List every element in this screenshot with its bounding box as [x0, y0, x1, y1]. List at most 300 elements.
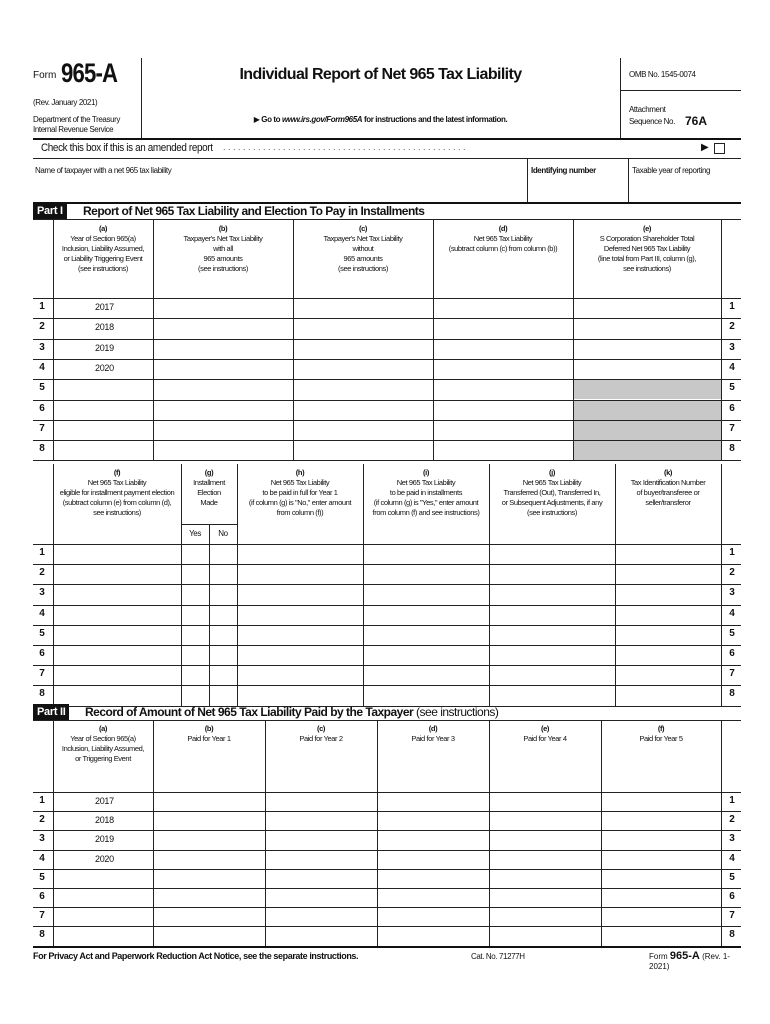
- privacy-notice: For Privacy Act and Paperwork Reduction Act Notice, see the separate instructions.: [33, 951, 359, 961]
- row-number-left: 6: [39, 648, 45, 659]
- no-label: No: [218, 529, 228, 538]
- row-number-left: 5: [39, 627, 45, 639]
- column-header: [153, 724, 265, 744]
- column-letter: (d): [498, 224, 508, 233]
- row-number-right: 1: [729, 301, 735, 312]
- column-divider: [721, 544, 722, 706]
- row-number-left: 5: [39, 382, 45, 394]
- input-cell[interactable]: [209, 605, 237, 625]
- taxpayer-name-input[interactable]: [33, 178, 527, 202]
- taxable-year-input[interactable]: [628, 178, 741, 202]
- column-header-line: seller/transferor: [645, 498, 691, 507]
- input-cell[interactable]: [53, 420, 153, 440]
- column-letter: (i): [423, 468, 429, 477]
- sequence-number: 76A: [685, 114, 708, 128]
- year-value: 2019: [95, 342, 114, 353]
- column-header-line: (see instructions): [527, 508, 577, 517]
- column-header-line: (subtract column (e) from column (d),: [62, 498, 172, 507]
- input-cell[interactable]: [181, 665, 209, 685]
- column-divider: [721, 298, 722, 460]
- input-cell[interactable]: [363, 544, 489, 564]
- year-value: 2017: [95, 796, 114, 806]
- input-cell[interactable]: [209, 564, 237, 584]
- input-cell[interactable]: [53, 605, 181, 625]
- input-cell[interactable]: [237, 685, 363, 705]
- input-cell[interactable]: [377, 907, 489, 926]
- revision-date: (Rev. January 2021): [33, 98, 98, 107]
- input-cell[interactable]: [293, 379, 433, 399]
- input-cell[interactable]: [53, 645, 181, 665]
- input-cell[interactable]: [53, 584, 181, 604]
- column-header-line: Year of Section 965(a): [70, 234, 136, 243]
- input-cell[interactable]: [209, 625, 237, 645]
- shaded-cell: [574, 421, 721, 440]
- input-cell[interactable]: [433, 400, 573, 420]
- input-cell[interactable]: [573, 359, 721, 379]
- row-number-left: 2: [39, 567, 45, 579]
- arrow-icon: ▶: [701, 142, 709, 153]
- column-divider: [265, 792, 266, 946]
- input-cell[interactable]: [153, 298, 293, 318]
- column-header: [153, 224, 293, 274]
- column-divider: [181, 544, 182, 706]
- column-header-line: Installment: [193, 478, 225, 487]
- row-number-left: 6: [39, 402, 45, 414]
- input-cell[interactable]: [293, 339, 433, 359]
- row-number-right: 5: [729, 871, 735, 883]
- column-divider: [53, 544, 54, 706]
- input-cell[interactable]: [209, 665, 237, 685]
- input-cell[interactable]: [377, 792, 489, 811]
- column-letter: (b): [218, 224, 228, 233]
- omb-number: OMB No. 1545-0074: [629, 70, 696, 79]
- input-cell[interactable]: [433, 359, 573, 379]
- input-cell[interactable]: [153, 440, 293, 460]
- input-cell[interactable]: [433, 440, 573, 460]
- input-cell[interactable]: [209, 584, 237, 604]
- column-header-line: of buyer/transferee or: [636, 488, 700, 497]
- input-cell[interactable]: [601, 907, 721, 926]
- row-number-right: 4: [729, 852, 735, 864]
- input-cell[interactable]: [615, 564, 721, 584]
- input-cell[interactable]: [181, 584, 209, 604]
- column-header: [53, 724, 153, 764]
- input-cell[interactable]: [573, 318, 721, 338]
- goto-suffix: for instructions and the latest information.: [362, 115, 508, 124]
- column-header-line: Taxpayer's Net Tax Liability: [323, 234, 403, 243]
- column-header-line: Paid for Year 1: [187, 734, 231, 743]
- row-number-right: 8: [729, 688, 735, 700]
- input-cell[interactable]: [293, 318, 433, 338]
- input-cell[interactable]: [363, 645, 489, 665]
- column-header-line: Net 965 Tax Liability: [270, 478, 330, 487]
- column-divider: [363, 544, 364, 706]
- input-cell[interactable]: [489, 625, 615, 645]
- row-number-left: 8: [39, 929, 45, 941]
- column-header-line: S Corporation Shareholder Total: [599, 234, 695, 243]
- year-value: 2018: [95, 322, 114, 333]
- input-cell[interactable]: [265, 850, 377, 869]
- row-number-left: 8: [39, 443, 45, 455]
- input-cell[interactable]: [153, 926, 265, 945]
- column-divider: [489, 792, 490, 946]
- input-cell[interactable]: [153, 359, 293, 379]
- column-letter: (f): [113, 468, 121, 477]
- amended-checkbox[interactable]: [714, 143, 725, 154]
- column-divider: [433, 298, 434, 460]
- input-cell[interactable]: [237, 625, 363, 645]
- part2-title-suffix: (see instructions): [413, 705, 499, 719]
- input-cell[interactable]: [489, 869, 601, 888]
- column-header-line: Net 965 Tax Liability: [87, 478, 147, 487]
- row-number-left: 2: [39, 814, 45, 826]
- input-cell[interactable]: [53, 440, 153, 460]
- column-divider: [153, 720, 154, 792]
- column-divider: [601, 720, 602, 792]
- row-number-right: 1: [729, 547, 735, 558]
- column-header-line: or Subsequent Adjustments, if any: [501, 498, 603, 507]
- column-header: [433, 224, 573, 254]
- input-cell[interactable]: [53, 888, 153, 907]
- input-cell[interactable]: [265, 888, 377, 907]
- input-cell[interactable]: [377, 850, 489, 869]
- column-letter: (a): [99, 224, 107, 233]
- input-cell[interactable]: [153, 400, 293, 420]
- identifying-number-label: Identifying number: [531, 166, 596, 175]
- column-letter: (e): [643, 224, 651, 233]
- column-divider: [721, 464, 722, 544]
- input-cell[interactable]: [377, 811, 489, 830]
- input-cell[interactable]: [433, 339, 573, 359]
- input-cell[interactable]: [601, 830, 721, 849]
- column-divider: [573, 298, 574, 460]
- row-number-left: 3: [39, 341, 45, 353]
- year-value: 2018: [95, 815, 114, 826]
- column-divider: [53, 464, 54, 544]
- column-letter: (d): [428, 724, 438, 733]
- input-cell[interactable]: [363, 584, 489, 604]
- column-divider: [53, 720, 54, 792]
- column-divider: [615, 544, 616, 706]
- input-cell[interactable]: [377, 830, 489, 849]
- input-cell[interactable]: [237, 544, 363, 564]
- column-divider: [153, 220, 154, 298]
- column-header-line: Paid for Year 5: [639, 734, 683, 743]
- column-divider: [489, 720, 490, 792]
- input-cell[interactable]: [209, 685, 237, 705]
- shaded-cell: [574, 380, 721, 399]
- column-divider: [153, 792, 154, 946]
- input-cell[interactable]: [265, 907, 377, 926]
- footer-form-number: 965-A: [669, 950, 700, 962]
- input-cell[interactable]: [601, 811, 721, 830]
- column-header: [293, 224, 433, 274]
- column-letter: (k): [664, 468, 672, 477]
- input-cell[interactable]: [265, 926, 377, 945]
- input-cell[interactable]: [181, 564, 209, 584]
- row-number-right: 6: [729, 891, 735, 902]
- row-number-right: 2: [729, 321, 735, 333]
- input-cell[interactable]: [489, 685, 615, 705]
- row-divider: [33, 460, 741, 461]
- input-cell[interactable]: [153, 888, 265, 907]
- input-cell[interactable]: [433, 420, 573, 440]
- input-cell[interactable]: [153, 420, 293, 440]
- input-cell[interactable]: [489, 605, 615, 625]
- row-number-left: 1: [39, 795, 45, 806]
- input-cell[interactable]: [615, 544, 721, 564]
- column-divider: [237, 464, 238, 544]
- irs-url-link[interactable]: www.irs.gov/Form965A: [281, 115, 363, 124]
- input-cell[interactable]: [363, 625, 489, 645]
- footer-form: [649, 950, 741, 971]
- input-cell[interactable]: [601, 888, 721, 907]
- input-cell[interactable]: [237, 645, 363, 665]
- column-divider: [237, 544, 238, 706]
- input-cell[interactable]: [53, 685, 181, 705]
- input-cell[interactable]: [615, 645, 721, 665]
- amended-label: Check this box if this is an amended report: [41, 142, 213, 154]
- input-cell[interactable]: [363, 665, 489, 685]
- column-letter: (g): [204, 468, 214, 477]
- row-number-left: 7: [39, 668, 45, 680]
- input-cell[interactable]: [153, 379, 293, 399]
- input-cell[interactable]: [433, 379, 573, 399]
- column-header-line: Paid for Year 4: [523, 734, 567, 743]
- column-header: [573, 224, 721, 274]
- row-number-right: 7: [729, 422, 735, 434]
- row-number-right: 5: [729, 627, 735, 639]
- row-number-left: 1: [39, 301, 45, 312]
- year-value: 2020: [95, 362, 114, 373]
- input-cell[interactable]: [53, 625, 181, 645]
- input-cell[interactable]: [153, 318, 293, 338]
- column-header-line: or Liability Triggering Event: [63, 254, 143, 263]
- input-cell[interactable]: [293, 298, 433, 318]
- column-letter: (a): [99, 724, 107, 733]
- form-number: 965-A: [61, 58, 118, 88]
- column-header-line: Year of Section 965(a): [70, 734, 136, 743]
- input-cell[interactable]: [153, 811, 265, 830]
- part2-title: Record of Amount of Net 965 Tax Liability Paid by the Taxpayer: [85, 705, 414, 719]
- column-divider: [489, 544, 490, 706]
- input-cell[interactable]: [53, 665, 181, 685]
- row-number-left: 3: [39, 833, 45, 845]
- input-cell[interactable]: [153, 792, 265, 811]
- input-cell[interactable]: [601, 926, 721, 945]
- row-number-left: 2: [39, 321, 45, 333]
- column-header-line: Net 965 Tax Liability: [522, 478, 582, 487]
- input-cell[interactable]: [489, 584, 615, 604]
- column-divider: [489, 464, 490, 544]
- input-cell[interactable]: [265, 869, 377, 888]
- column-divider: [721, 720, 722, 792]
- input-cell[interactable]: [489, 907, 601, 926]
- row-number-left: 4: [39, 607, 45, 619]
- column-header-line: from column (f) and see instructions): [372, 508, 480, 517]
- input-cell[interactable]: [209, 645, 237, 665]
- input-cell[interactable]: [153, 850, 265, 869]
- column-header-line: (line total from Part III, column (g),: [597, 254, 697, 263]
- row-number-right: 4: [729, 361, 735, 373]
- input-cell[interactable]: [293, 400, 433, 420]
- column-header: [615, 468, 721, 508]
- input-cell[interactable]: [53, 564, 181, 584]
- row-number-left: 3: [39, 587, 45, 599]
- sequence-label: Sequence No.: [629, 117, 675, 126]
- input-cell[interactable]: [181, 625, 209, 645]
- input-cell[interactable]: [153, 869, 265, 888]
- column-header-line: with all: [213, 244, 233, 253]
- column-header-line: (see instructions): [198, 264, 248, 273]
- input-cell[interactable]: [209, 544, 237, 564]
- column-header: [377, 724, 489, 744]
- input-cell[interactable]: [615, 685, 721, 705]
- column-letter: (b): [204, 724, 214, 733]
- input-cell[interactable]: [265, 830, 377, 849]
- input-cell[interactable]: [53, 907, 153, 926]
- row-number-right: 8: [729, 929, 735, 941]
- input-cell[interactable]: [363, 605, 489, 625]
- catalog-number: Cat. No. 71277H: [471, 952, 525, 961]
- column-header-line: eligible for installment payment election: [59, 488, 175, 497]
- row-number-right: 3: [729, 341, 735, 353]
- goto-prefix: ▶ Go to: [253, 115, 282, 124]
- part2-title-wrap: [85, 705, 498, 719]
- input-cell[interactable]: [265, 792, 377, 811]
- input-cell[interactable]: [489, 830, 601, 849]
- input-cell[interactable]: [433, 318, 573, 338]
- column-letter: (j): [549, 468, 555, 477]
- input-cell[interactable]: [615, 584, 721, 604]
- column-letter: (h): [295, 468, 305, 477]
- input-cell[interactable]: [53, 926, 153, 945]
- column-header-line: Inclusion, Liability Assumed,: [61, 244, 145, 253]
- column-divider: [601, 792, 602, 946]
- input-cell[interactable]: [153, 907, 265, 926]
- input-cell[interactable]: [363, 564, 489, 584]
- shaded-cell: [574, 441, 721, 460]
- input-cell[interactable]: [181, 685, 209, 705]
- row-number-left: 1: [39, 547, 45, 558]
- leader-dots: . . . . . . . . . . . . . . . . . . . . . . . . . . . . . . . . . . . . . . . . . . . . . . . . .: [223, 142, 466, 152]
- input-cell[interactable]: [363, 685, 489, 705]
- taxpayer-name-label: Name of taxpayer with a net 965 tax liability: [35, 166, 172, 175]
- input-cell[interactable]: [53, 544, 181, 564]
- input-cell[interactable]: [489, 792, 601, 811]
- input-cell[interactable]: [53, 379, 153, 399]
- goto-instructions: [141, 115, 620, 124]
- input-cell[interactable]: [181, 544, 209, 564]
- row-number-right: 8: [729, 443, 735, 455]
- input-cell[interactable]: [601, 792, 721, 811]
- input-cell[interactable]: [615, 605, 721, 625]
- column-header-line: to be paid in full for Year 1: [262, 488, 338, 497]
- column-letter: (c): [359, 224, 367, 233]
- input-cell[interactable]: [615, 625, 721, 645]
- column-divider: [377, 792, 378, 946]
- column-header-line: (if column (g) is "No," enter amount: [248, 498, 352, 507]
- input-cell[interactable]: [377, 869, 489, 888]
- column-header: [363, 468, 489, 518]
- input-cell[interactable]: [293, 440, 433, 460]
- column-divider: [721, 220, 722, 298]
- row-number-right: 4: [729, 607, 735, 619]
- column-letter: (c): [317, 724, 325, 733]
- input-cell[interactable]: [293, 359, 433, 379]
- input-cell[interactable]: [489, 850, 601, 869]
- input-cell[interactable]: [601, 869, 721, 888]
- column-header-line: to be paid in installments: [389, 488, 463, 497]
- row-number-left: 7: [39, 422, 45, 434]
- column-header-line: Taxpayer's Net Tax Liability: [183, 234, 263, 243]
- input-cell[interactable]: [237, 665, 363, 685]
- input-cell[interactable]: [573, 339, 721, 359]
- column-header-line: Election: [197, 488, 221, 497]
- identifying-number-input[interactable]: [527, 178, 628, 202]
- column-divider: [53, 220, 54, 298]
- row-number-right: 7: [729, 910, 735, 922]
- input-cell[interactable]: [489, 926, 601, 945]
- input-cell[interactable]: [615, 665, 721, 685]
- input-cell[interactable]: [181, 605, 209, 625]
- form-word: Form: [33, 70, 57, 81]
- input-cell[interactable]: [573, 298, 721, 318]
- column-header: [489, 724, 601, 744]
- input-cell[interactable]: [489, 888, 601, 907]
- year-value: 2017: [95, 302, 114, 312]
- column-header-line: 965 amounts: [343, 254, 383, 263]
- part1-title: Report of Net 965 Tax Liability and Election To Pay in Installments: [83, 204, 425, 218]
- year-value: 2020: [95, 853, 114, 864]
- input-cell[interactable]: [377, 926, 489, 945]
- input-cell[interactable]: [53, 869, 153, 888]
- input-cell[interactable]: [489, 544, 615, 564]
- input-cell[interactable]: [53, 400, 153, 420]
- input-cell[interactable]: [433, 298, 573, 318]
- row-number-right: 3: [729, 587, 735, 599]
- row-number-right: 6: [729, 402, 735, 414]
- input-cell[interactable]: [293, 420, 433, 440]
- input-cell[interactable]: [181, 645, 209, 665]
- irs-line: Internal Revenue Service: [33, 125, 114, 134]
- column-header-line: Net 965 Tax Liability: [396, 478, 456, 487]
- input-cell[interactable]: [489, 564, 615, 584]
- input-cell[interactable]: [237, 584, 363, 604]
- column-letter: (f): [657, 724, 665, 733]
- column-divider: [433, 220, 434, 298]
- input-cell[interactable]: [237, 605, 363, 625]
- input-cell[interactable]: [489, 665, 615, 685]
- input-cell[interactable]: [489, 811, 601, 830]
- footer-revision: (Rev. 1-2021): [649, 952, 730, 971]
- input-cell[interactable]: [377, 888, 489, 907]
- part2-badge: Part II: [33, 704, 69, 720]
- input-cell[interactable]: [601, 850, 721, 869]
- column-header: [265, 724, 377, 744]
- row-number-right: 1: [729, 795, 735, 806]
- input-cell[interactable]: [265, 811, 377, 830]
- row-number-right: 2: [729, 814, 735, 826]
- input-cell[interactable]: [153, 830, 265, 849]
- input-cell[interactable]: [237, 564, 363, 584]
- column-divider: [377, 720, 378, 792]
- input-cell[interactable]: [489, 645, 615, 665]
- input-cell[interactable]: [153, 339, 293, 359]
- column-divider: [209, 544, 210, 706]
- column-header: [237, 468, 363, 518]
- column-divider: [573, 220, 574, 298]
